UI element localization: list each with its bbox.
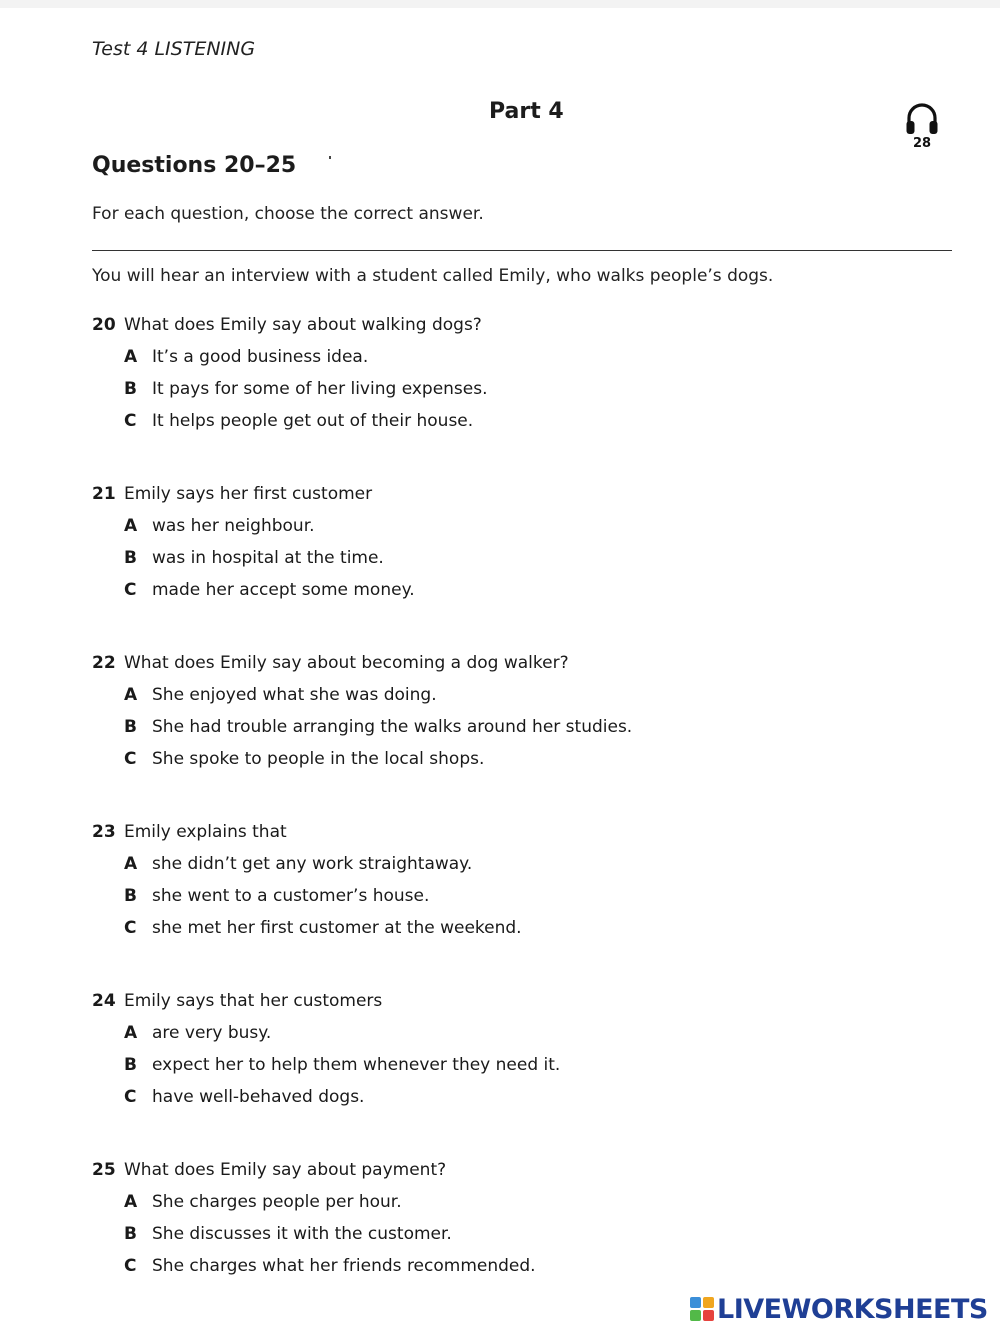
answer-option[interactable] bbox=[92, 1254, 952, 1286]
question-text: What does Emily say about walking dogs? bbox=[124, 315, 482, 335]
question-text: Emily says her first customer bbox=[124, 484, 373, 504]
question-number: 20 bbox=[92, 315, 116, 335]
question-20 bbox=[92, 313, 952, 482]
question-stem bbox=[92, 482, 952, 514]
question-stem bbox=[92, 1158, 952, 1190]
option-text: expect her to help them whenever they need it. bbox=[152, 1055, 561, 1075]
option-text: she met her first customer at the weekend. bbox=[152, 918, 522, 938]
audio-track-number: 28 bbox=[912, 136, 932, 151]
question-number: 24 bbox=[92, 991, 116, 1011]
question-22 bbox=[92, 651, 952, 820]
option-text: was in hospital at the time. bbox=[152, 548, 384, 568]
option-text: she went to a customer’s house. bbox=[152, 886, 430, 906]
question-24 bbox=[92, 989, 952, 1158]
option-text: She charges people per hour. bbox=[152, 1192, 402, 1212]
option-text: She spoke to people in the local shops. bbox=[152, 749, 485, 769]
logo-text: LIVEWORKSHEETS bbox=[717, 1293, 988, 1325]
answer-option[interactable] bbox=[92, 409, 952, 441]
option-text: are very busy. bbox=[152, 1023, 272, 1043]
option-letter: B bbox=[124, 1224, 137, 1244]
question-stem bbox=[92, 651, 952, 683]
answer-option[interactable] bbox=[92, 916, 952, 948]
option-letter: C bbox=[124, 1087, 137, 1107]
answer-option[interactable] bbox=[92, 683, 952, 715]
option-text: She discusses it with the customer. bbox=[152, 1224, 452, 1244]
section-title: Questions 20–25 bbox=[92, 153, 297, 178]
option-text: She charges what her friends recommended. bbox=[152, 1256, 536, 1276]
question-number: 23 bbox=[92, 822, 116, 842]
answer-option[interactable] bbox=[92, 884, 952, 916]
option-letter: A bbox=[124, 685, 138, 705]
answer-option[interactable] bbox=[92, 1085, 952, 1117]
option-letter: B bbox=[124, 886, 137, 906]
option-letter: C bbox=[124, 749, 137, 769]
test-label: Test 4 LISTENING bbox=[92, 38, 256, 60]
option-letter: C bbox=[124, 918, 137, 938]
answer-option[interactable] bbox=[92, 1190, 952, 1222]
question-list bbox=[92, 313, 952, 1327]
option-letter: C bbox=[124, 411, 137, 431]
question-number: 21 bbox=[92, 484, 116, 504]
answer-option[interactable] bbox=[92, 345, 952, 377]
option-letter: B bbox=[124, 1055, 137, 1075]
question-23 bbox=[92, 820, 952, 989]
option-letter: C bbox=[124, 580, 137, 600]
option-text: It’s a good business idea. bbox=[152, 347, 369, 367]
divider bbox=[92, 250, 952, 251]
answer-option[interactable] bbox=[92, 1021, 952, 1053]
question-stem bbox=[92, 313, 952, 345]
headphones-icon bbox=[904, 100, 940, 138]
answer-option[interactable] bbox=[92, 514, 952, 546]
option-letter: C bbox=[124, 1256, 137, 1276]
option-text: have well-behaved dogs. bbox=[152, 1087, 365, 1107]
option-letter: B bbox=[124, 717, 137, 737]
option-letter: A bbox=[124, 854, 138, 874]
question-text: Emily explains that bbox=[124, 822, 287, 842]
question-text: What does Emily say about becoming a dog walker? bbox=[124, 653, 569, 673]
answer-option[interactable] bbox=[92, 715, 952, 747]
option-text: She had trouble arranging the walks around her studies. bbox=[152, 717, 633, 737]
part-title: Part 4 bbox=[489, 99, 564, 124]
option-text: She enjoyed what she was doing. bbox=[152, 685, 437, 705]
audio-track[interactable] bbox=[900, 100, 944, 160]
option-text: made her accept some money. bbox=[152, 580, 415, 600]
answer-option[interactable] bbox=[92, 1053, 952, 1085]
intro-text: You will hear an interview with a student called Emily, who walks people’s dogs. bbox=[92, 266, 774, 286]
question-text: Emily says that her customers bbox=[124, 991, 383, 1011]
option-text: It helps people get out of their house. bbox=[152, 411, 474, 431]
question-stem bbox=[92, 820, 952, 852]
question-stem bbox=[92, 989, 952, 1021]
question-number: 25 bbox=[92, 1160, 116, 1180]
option-text: she didn’t get any work straightaway. bbox=[152, 854, 473, 874]
answer-option[interactable] bbox=[92, 747, 952, 779]
logo-mark-icon bbox=[690, 1297, 714, 1321]
liveworksheets-logo bbox=[690, 1292, 988, 1326]
option-letter: A bbox=[124, 1023, 138, 1043]
option-letter: A bbox=[124, 1192, 138, 1212]
stray-mark bbox=[329, 156, 331, 159]
question-text: What does Emily say about payment? bbox=[124, 1160, 447, 1180]
option-text: was her neighbour. bbox=[152, 516, 315, 536]
option-letter: A bbox=[124, 347, 138, 367]
option-letter: A bbox=[124, 516, 138, 536]
top-edge bbox=[0, 0, 1000, 8]
option-letter: B bbox=[124, 379, 137, 399]
instruction: For each question, choose the correct answer. bbox=[92, 204, 484, 224]
answer-option[interactable] bbox=[92, 546, 952, 578]
answer-option[interactable] bbox=[92, 1222, 952, 1254]
answer-option[interactable] bbox=[92, 377, 952, 409]
answer-option[interactable] bbox=[92, 852, 952, 884]
option-text: It pays for some of her living expenses. bbox=[152, 379, 488, 399]
question-number: 22 bbox=[92, 653, 116, 673]
option-letter: B bbox=[124, 548, 137, 568]
answer-option[interactable] bbox=[92, 578, 952, 610]
question-21 bbox=[92, 482, 952, 651]
